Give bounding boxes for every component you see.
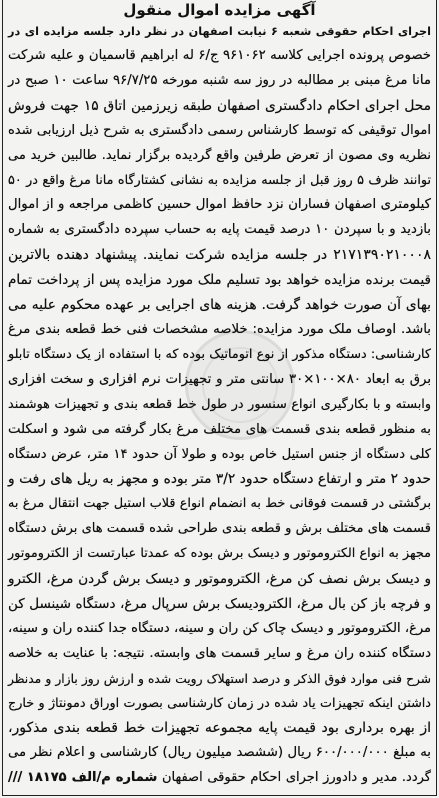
body-line: کیلومتری اصفهان فساران نزد حافظ اموال حسین کاظمی مراجعه و از اموال — [8, 197, 431, 213]
reference-number: شماره م/الف ۱۸۱۷۵ — [26, 770, 158, 786]
body-line: بازدید و با سپردن ۱۰ درصد قیمت پایه به حساب سپرده دادگستری به شماره — [8, 222, 431, 238]
body-line: قسمت های مختلف برش و قطعه بندی طراحی شده قسمت های برش دستگاه — [8, 521, 431, 537]
body-line: ۲۱۷۱۳۹۰۲۱۰۰۰۸ در جلسه مزایده شرکت نمایند. پیشنهاد دهنده بالاترین — [8, 247, 431, 264]
body-line: کلی دستگاه از جنس استیل خاص بوده و طولا آن حدود ۱۴ متر، عرض دستگاه — [8, 446, 431, 462]
body-line: و دیسک برش نصف کن مرغ، الکتروموتور و دیسک برش گردن مرغ، الکترو — [8, 571, 431, 588]
body-line: حدود ۲ متر و ارتفاع دستگاه حدود ۳/۲ متر بوده و مجهز به ریل های رفت و — [8, 471, 431, 488]
body-line: از بهره برداری بود قیمت پایه مجموعه تجهیزات خط قطعه بندی مذکور، — [8, 720, 431, 737]
end-mark: /// — [8, 770, 23, 786]
body-line: به منظور قطعه بندی قسمت های مختلف مرغ بکار گرفته می شود و اسکلت — [8, 421, 431, 437]
closing-line — [8, 766, 431, 791]
body-line: داشتن اینکه تجهیزات یاد شده در زمان کارشناسی بصورت اوراق دمونتاژ و خارج — [8, 695, 431, 711]
body-line: باشد. اوصاف ملک مورد مزایده: خلاصه مشخصات فنی خط قطعه بندی مرغ — [8, 321, 431, 337]
body-line: کارشناسی: دستگاه مذکور از نوع اتوماتیک بوده که با استفاده از یک دستگاه تابلو — [8, 346, 431, 362]
body-line: مجهز به انواع الکتروموتور و دیسک برش بوده که عمدتا عبارتست از الکتروموتور — [8, 546, 431, 562]
body-line: برگشتی در قسمت فوقانی خط به انضمام انواع قلاب استیل جهت انتقال مرغ به — [8, 496, 431, 512]
body-line: دستگاه کننده ران مرغ و سایر قسمت های وابسته. نتیجه: با عنایت به خلاصه — [8, 645, 431, 661]
body-line: به مبلغ ۶۰۰/۰۰۰/۰۰۰ ریال (ششصد میلیون ریال) کارشناسی و اعلام نظر می — [8, 745, 431, 761]
body-line: برق به ابعاد ۸۰×۱۰۰×۳۰ سانتی متر و تجهیزات نرم افزاری و سخت افزاری — [8, 371, 432, 387]
notice-body — [8, 43, 431, 766]
body-line: خصوص پرونده اجرایی کلاسه ۹۶۱۰۶۲ ج/۶ له ابراهیم قاسمیان و علیه شرکت — [8, 48, 431, 63]
body-line: اموال توقیفی که توسط کارشناس رسمی دادگستری به شرح ذیل ارزیابی شده — [8, 122, 431, 138]
notice-frame — [2, 0, 437, 796]
body-line: نظریه وی مصون از تعرض طرفین واقع گردیده برگزار نماید. طالبین خرید می — [8, 147, 431, 163]
body-line: قیمت برنده مزایده خواهد بود تسلیم ملک مورد مزایده پس از پرداخت تمام — [8, 272, 431, 289]
body-line: بهای آن صورت خواهد گرفت. هزینه های اجرایی بر عهده محکوم علیه می — [8, 297, 431, 314]
notice-title: آگهی مزایده اموال منقول — [123, 1, 316, 19]
body-line: وابسته و با بکارگیری انواع سنسور در طول خط قطعه بندی و تجهیزات هوشمند — [8, 396, 431, 412]
body-line: محل اجرای احکام دادگستری اصفهان طبقه زیرزمین اتاق ۱۵ جهت فروش — [8, 97, 431, 114]
closing-text: گردد. مدیر و دادورز اجرای احکام حقوقی اصفهان — [161, 770, 431, 786]
body-line: توانند ظرف ۵ روز قبل از جلسه مزایده به نشانی کشتارگاه مانا مرغ واقع در ۵۰ — [8, 172, 431, 188]
body-line: و فرچه باز کن بال مرغ، الکترودیسک برش سرپال مرغ، دستگاه شینسل کن — [8, 595, 431, 612]
body-line: مانا مرغ مبنی بر مطالبه در روز سه شنبه مورخه ۹۶/۷/۲۵ ساعت ۱۰ صبح در — [8, 72, 431, 88]
body-line: شرح فنی موارد فوق الذکر و درصد استهلاک رویت شده و ارزش روز بازار و مدنظر — [8, 671, 431, 686]
notice-lead-line: اجرای احکام حقوقی شعبه ۶ نیابت اصفهان در نظر دارد جلسه مزایده ای در — [8, 25, 431, 38]
body-line: مرغ، الکتروموتور و دیسک چاک کن ران و سینه، دستگاه جدا کننده ران و سینه، — [8, 620, 431, 636]
